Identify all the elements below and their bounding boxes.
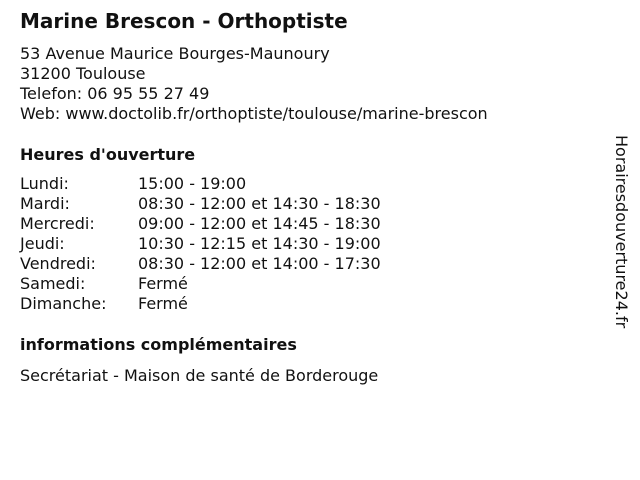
- hours-day: Lundi:: [20, 174, 69, 193]
- hours-time: 10:30 - 12:15 et 14:30 - 19:00: [138, 234, 381, 253]
- hours-day: Vendredi:: [20, 254, 96, 273]
- address-city: 31200 Toulouse: [20, 64, 146, 83]
- hours-day: Mercredi:: [20, 214, 95, 233]
- phone-number: Telefon: 06 95 55 27 49: [20, 84, 210, 103]
- site-watermark: Horairesdouverture24.fr: [612, 135, 631, 329]
- hours-heading: Heures d'ouverture: [20, 145, 196, 164]
- hours-time: 08:30 - 12:00 et 14:00 - 17:30: [138, 254, 381, 273]
- hours-day: Samedi:: [20, 274, 86, 293]
- info-heading: informations complémentaires: [20, 335, 297, 354]
- address-block: [20, 44, 488, 124]
- info-text: Secrétariat - Maison de santé de Borderouge: [20, 366, 379, 385]
- hours-time: 08:30 - 12:00 et 14:30 - 18:30: [138, 194, 381, 213]
- website-link[interactable]: Web: www.doctolib.fr/orthoptiste/toulouse/marine-brescon: [20, 104, 488, 123]
- hours-time: Fermé: [138, 294, 188, 313]
- hours-day: Jeudi:: [20, 234, 65, 253]
- hours-time: 09:00 - 12:00 et 14:45 - 18:30: [138, 214, 381, 233]
- address-street: 53 Avenue Maurice Bourges-Maunoury: [20, 44, 330, 63]
- hours-time: 15:00 - 19:00: [138, 174, 247, 193]
- hours-day: Dimanche:: [20, 294, 107, 313]
- hours-time: Fermé: [138, 274, 188, 293]
- hours-day: Mardi:: [20, 194, 70, 213]
- page-title: Marine Brescon - Orthoptiste: [20, 9, 348, 33]
